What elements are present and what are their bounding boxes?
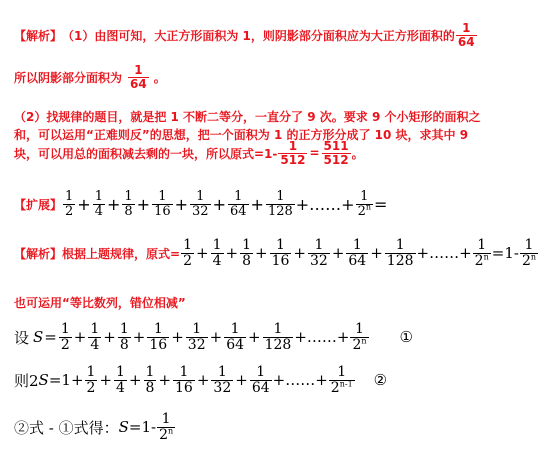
- solution-result: $\frac{1}{2^n}$: [521, 237, 537, 269]
- fraction-term: $\frac{1}{16}$: [149, 321, 168, 353]
- plus-sign: +: [158, 371, 172, 390]
- fraction-term: $\frac{1}{64}$: [229, 189, 247, 219]
- solution-terms: [180, 238, 416, 268]
- equation-3: ②式 - ①式得： S =1- $\frac{1}{2^n}$: [14, 411, 174, 443]
- equation-1: 设 S = $\frac{1}{2}$ + $\frac{1}{4}$ + $\frac{1}{8}$ + $\frac{1}{16}$ + $\frac{1}{32}$ + $\frac{1}{64}$ + $\frac{1}{128}$ +……+ $\frac{1}{2^n}$ ①: [14, 321, 413, 353]
- fraction-1-512: $\frac{1}{512}$: [280, 139, 306, 167]
- para1-line1: [14, 22, 478, 48]
- extension-tag: 【扩展】: [14, 197, 63, 212]
- plus-sign: +: [77, 194, 91, 214]
- plus-sign: +: [99, 371, 113, 390]
- plus-sign: +: [196, 244, 209, 263]
- plus-sign: +: [196, 371, 210, 390]
- fraction-term: $\frac{1}{64}$: [226, 321, 245, 353]
- fraction-term: $\frac{1}{128}$: [386, 237, 414, 269]
- plus-sign: +: [209, 328, 223, 347]
- fraction-term: $\frac{1}{128}$: [264, 321, 292, 353]
- para2-line3: 块，可以用总的面积减去剩的一块，所以原式=1- $\frac{1}{512}$ = $\frac{511}{512}$ 。: [14, 139, 364, 167]
- fraction-term: $\frac{1}{2}$: [86, 364, 96, 396]
- fraction-term: $\frac{1}{64}$: [251, 364, 270, 396]
- fraction-term: $\frac{1}{16}$: [175, 364, 193, 396]
- plus-sign: +: [128, 371, 142, 390]
- eq1-terms: [58, 322, 294, 352]
- plus-sign: +: [73, 328, 87, 347]
- fraction-1-64-b: $\frac{1}{64}$: [130, 63, 147, 91]
- fraction-term: $\frac{1}{8}$: [124, 189, 133, 219]
- fraction-term: $\frac{1}{8}$: [242, 237, 251, 269]
- plus-sign: +: [235, 371, 248, 390]
- equation-1-marker: ①: [399, 328, 413, 347]
- analysis-tag: 【解析】: [14, 28, 63, 43]
- plus-sign: +: [174, 194, 189, 214]
- plus-sign: +: [136, 194, 151, 214]
- fraction-term: $\frac{1}{2}$: [65, 189, 74, 219]
- para1-text-a: （1）由图可知，大正方形面积为 1，则阴影部分面积应为大正方形面积的: [62, 28, 455, 43]
- para2-line2: 和，可以运用“正难则反”的思想，把一个面积为 1 的正方形分成了 10 块，求其中 9: [14, 128, 469, 142]
- fraction-term: $\frac{1}{32}$: [192, 189, 209, 219]
- eq3-result: $\frac{1}{2^n}$: [159, 411, 174, 443]
- plus-sign: +: [248, 328, 261, 347]
- fraction-term: $\frac{1}{32}$: [213, 364, 232, 396]
- fraction-term: $\frac{1}{32}$: [187, 321, 206, 353]
- para1-line2: 所以阴影部分面积为 $\frac{1}{64}$ 。: [14, 63, 166, 91]
- plus-sign: +: [106, 194, 121, 214]
- fraction-term: $\frac{1}{4}$: [90, 321, 100, 353]
- equation-2-marker: ②: [373, 371, 388, 390]
- fraction-term: $\frac{1}{16}$: [271, 237, 290, 269]
- plus-sign: +: [331, 244, 345, 263]
- extension-last-term: $\frac{1}{2^n}$: [357, 189, 372, 219]
- solution-tag: 【解析】: [14, 246, 63, 261]
- fraction-term: $\frac{1}{64}$: [348, 237, 367, 269]
- eq2-last-term: $\frac{1}{2^{n-1}}$: [330, 364, 353, 396]
- plus-sign: +: [132, 328, 146, 347]
- equation-2: 则2 S =1+ $\frac{1}{2}$ + $\frac{1}{4}$ + $\frac{1}{8}$ + $\frac{1}{16}$ + $\frac{1}{32}$ + $\frac{1}{64}$ +……+ $\frac{1}{2^{n-1}}$ ②: [14, 364, 388, 396]
- fraction-term: $\frac{1}{4}$: [94, 189, 103, 219]
- fraction-term: $\frac{1}{16}$: [154, 189, 171, 219]
- solution-last-term: $\frac{1}{2^n}$: [474, 237, 489, 269]
- extension-line: 【扩展】 $\frac{1}{2}$ + $\frac{1}{4}$ + $\frac{1}{8}$ + $\frac{1}{16}$ + $\frac{1}{32}$ + $\frac{1}{64}$ + $\frac{1}{128}$ +……+ $\frac{1}{2^n}$ =: [14, 189, 388, 219]
- fraction-term: $\frac{1}{128}$: [267, 189, 293, 219]
- plus-sign: +: [250, 194, 264, 214]
- plus-sign: +: [225, 244, 239, 263]
- fraction-1-64: $\frac{1}{64}$: [457, 21, 475, 49]
- para1-text-b: 所以阴影部分面积为: [14, 70, 123, 85]
- eq2-terms: [84, 365, 273, 395]
- fraction-term: $\frac{1}{2}$: [183, 237, 192, 269]
- fraction-511-512: $\frac{511}{512}$: [323, 139, 349, 167]
- plus-sign: +: [255, 244, 268, 263]
- fraction-term: $\frac{1}{4}$: [212, 237, 222, 269]
- fraction-term: $\frac{1}{8}$: [145, 364, 155, 396]
- para2-line1: （2）找规律的题目，就是把 1 不断二等分，一直分了 9 次。要求 9 个小矩形的面积之: [14, 110, 481, 124]
- plus-sign: +: [171, 328, 184, 347]
- plus-sign: +: [293, 244, 306, 263]
- solution-line: 【解析】 根据上题规律，原式= $\frac{1}{2}$ + $\frac{1}{4}$ + $\frac{1}{8}$ + $\frac{1}{16}$ + $\frac{1}{32}$ + $\frac{1}{64}$ + $\frac{1}{128}$ +……+ $\frac{1}{2^n}$ =1- $\frac{1}{2^n}$: [14, 237, 537, 269]
- extension-terms: [62, 190, 296, 218]
- plus-sign: +: [212, 194, 226, 214]
- fraction-term: $\frac{1}{8}$: [119, 321, 129, 353]
- fraction-term: $\frac{1}{4}$: [116, 364, 125, 396]
- fraction-term: $\frac{1}{2}$: [60, 321, 70, 353]
- eq1-last-term: $\frac{1}{2^n}$: [352, 321, 367, 353]
- also-line: 也可运用“等比数列，错位相减”: [14, 296, 186, 310]
- plus-sign: +: [370, 244, 383, 263]
- plus-sign: +: [103, 328, 116, 347]
- fraction-term: $\frac{1}{32}$: [309, 237, 328, 269]
